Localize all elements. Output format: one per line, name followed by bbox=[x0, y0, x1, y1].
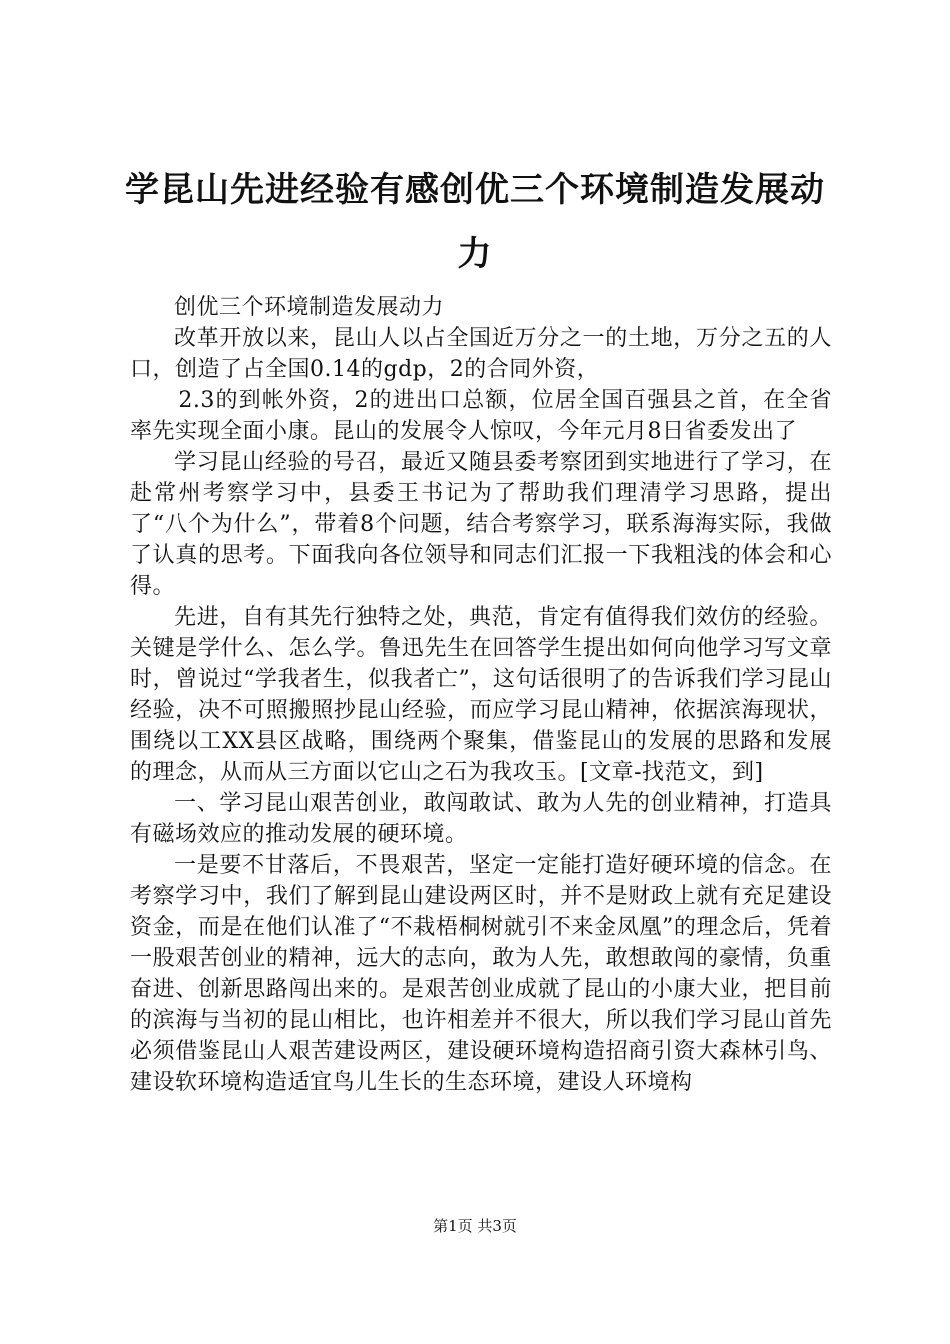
subtitle-paragraph: 创优三个环境制造发展动力 bbox=[174, 295, 445, 320]
body-paragraph: 学习昆山经验的号召，最近又随县委考察团到实地进行了学习，在赴常州考察学习中，县委王书记为了帮助我们理清学习思路，提出了“八个为什么”，带着8个问题，结合考察学习，联系海海实际，我做了认真的思考。下面我向各位领导和同志们汇报一下我粗浅的体会和心得。 bbox=[130, 450, 832, 599]
section-heading-paragraph: 一、学习昆山艰苦创业，敢闯敢试、敢为人先的创业精神，打造具有磁场效应的推动发展的硬环境。 bbox=[130, 791, 832, 847]
body-paragraph: 先进，自有其先行独特之处，典范，肯定有值得我们效仿的经验。关键是学什么、怎么学。鲁迅先生在回答学生提出如何向他学习写文章时，曾说过“学我者生，似我者亡”，这句话很明了的告诉我们学习昆山经验，决不可照搬照抄昆山经验，而应学习昆山精神，依据滨海现状，围绕以工XX县区战略，围绕两个聚集，借鉴昆山的发展的思路和发展的理念，从而从三方面以它山之石为我攻玉。[文章-找范文，到] bbox=[130, 605, 832, 785]
body-paragraph: 改革开放以来，昆山人以占全国近万分之一的土地，万分之五的人口，创造了占全国0.14的gdp，2的合同外资， bbox=[130, 326, 832, 382]
document-title: 学昆山先进经验有感创优三个环境制造发展动力 bbox=[125, 170, 825, 274]
body-paragraph: 2.3的到帐外资，2的进出口总额，位居全国百强县之首，在全省率先实现全面小康。昆山的发展令人惊叹，今年元月8日省委发出了 bbox=[130, 388, 832, 444]
page-footer: 第1页 共3页 bbox=[433, 1217, 517, 1235]
document-body bbox=[130, 292, 832, 1098]
body-paragraph: 一是要不甘落后，不畏艰苦，坚定一定能打造好硬环境的信念。在考察学习中，我们了解到昆山建设两区时，并不是财政上就有充足建设资金，而是在他们认准了“不栽梧桐树就引不来金凤凰”的理念后，凭着一股艰苦创业的精神，远大的志向，敢为人先，敢想敢闯的豪情，负重奋进、创新思路闯出来的。是艰苦创业成就了昆山的小康大业，把目前的滨海与当初的昆山相比，也许相差并不很大，所以我们学习昆山首先必须借鉴昆山人艰苦建设两区，建设硬环境构造招商引资大森林引鸟、建设软环境构造适宜鸟儿生长的生态环境，建设人环境构 bbox=[130, 853, 832, 1095]
